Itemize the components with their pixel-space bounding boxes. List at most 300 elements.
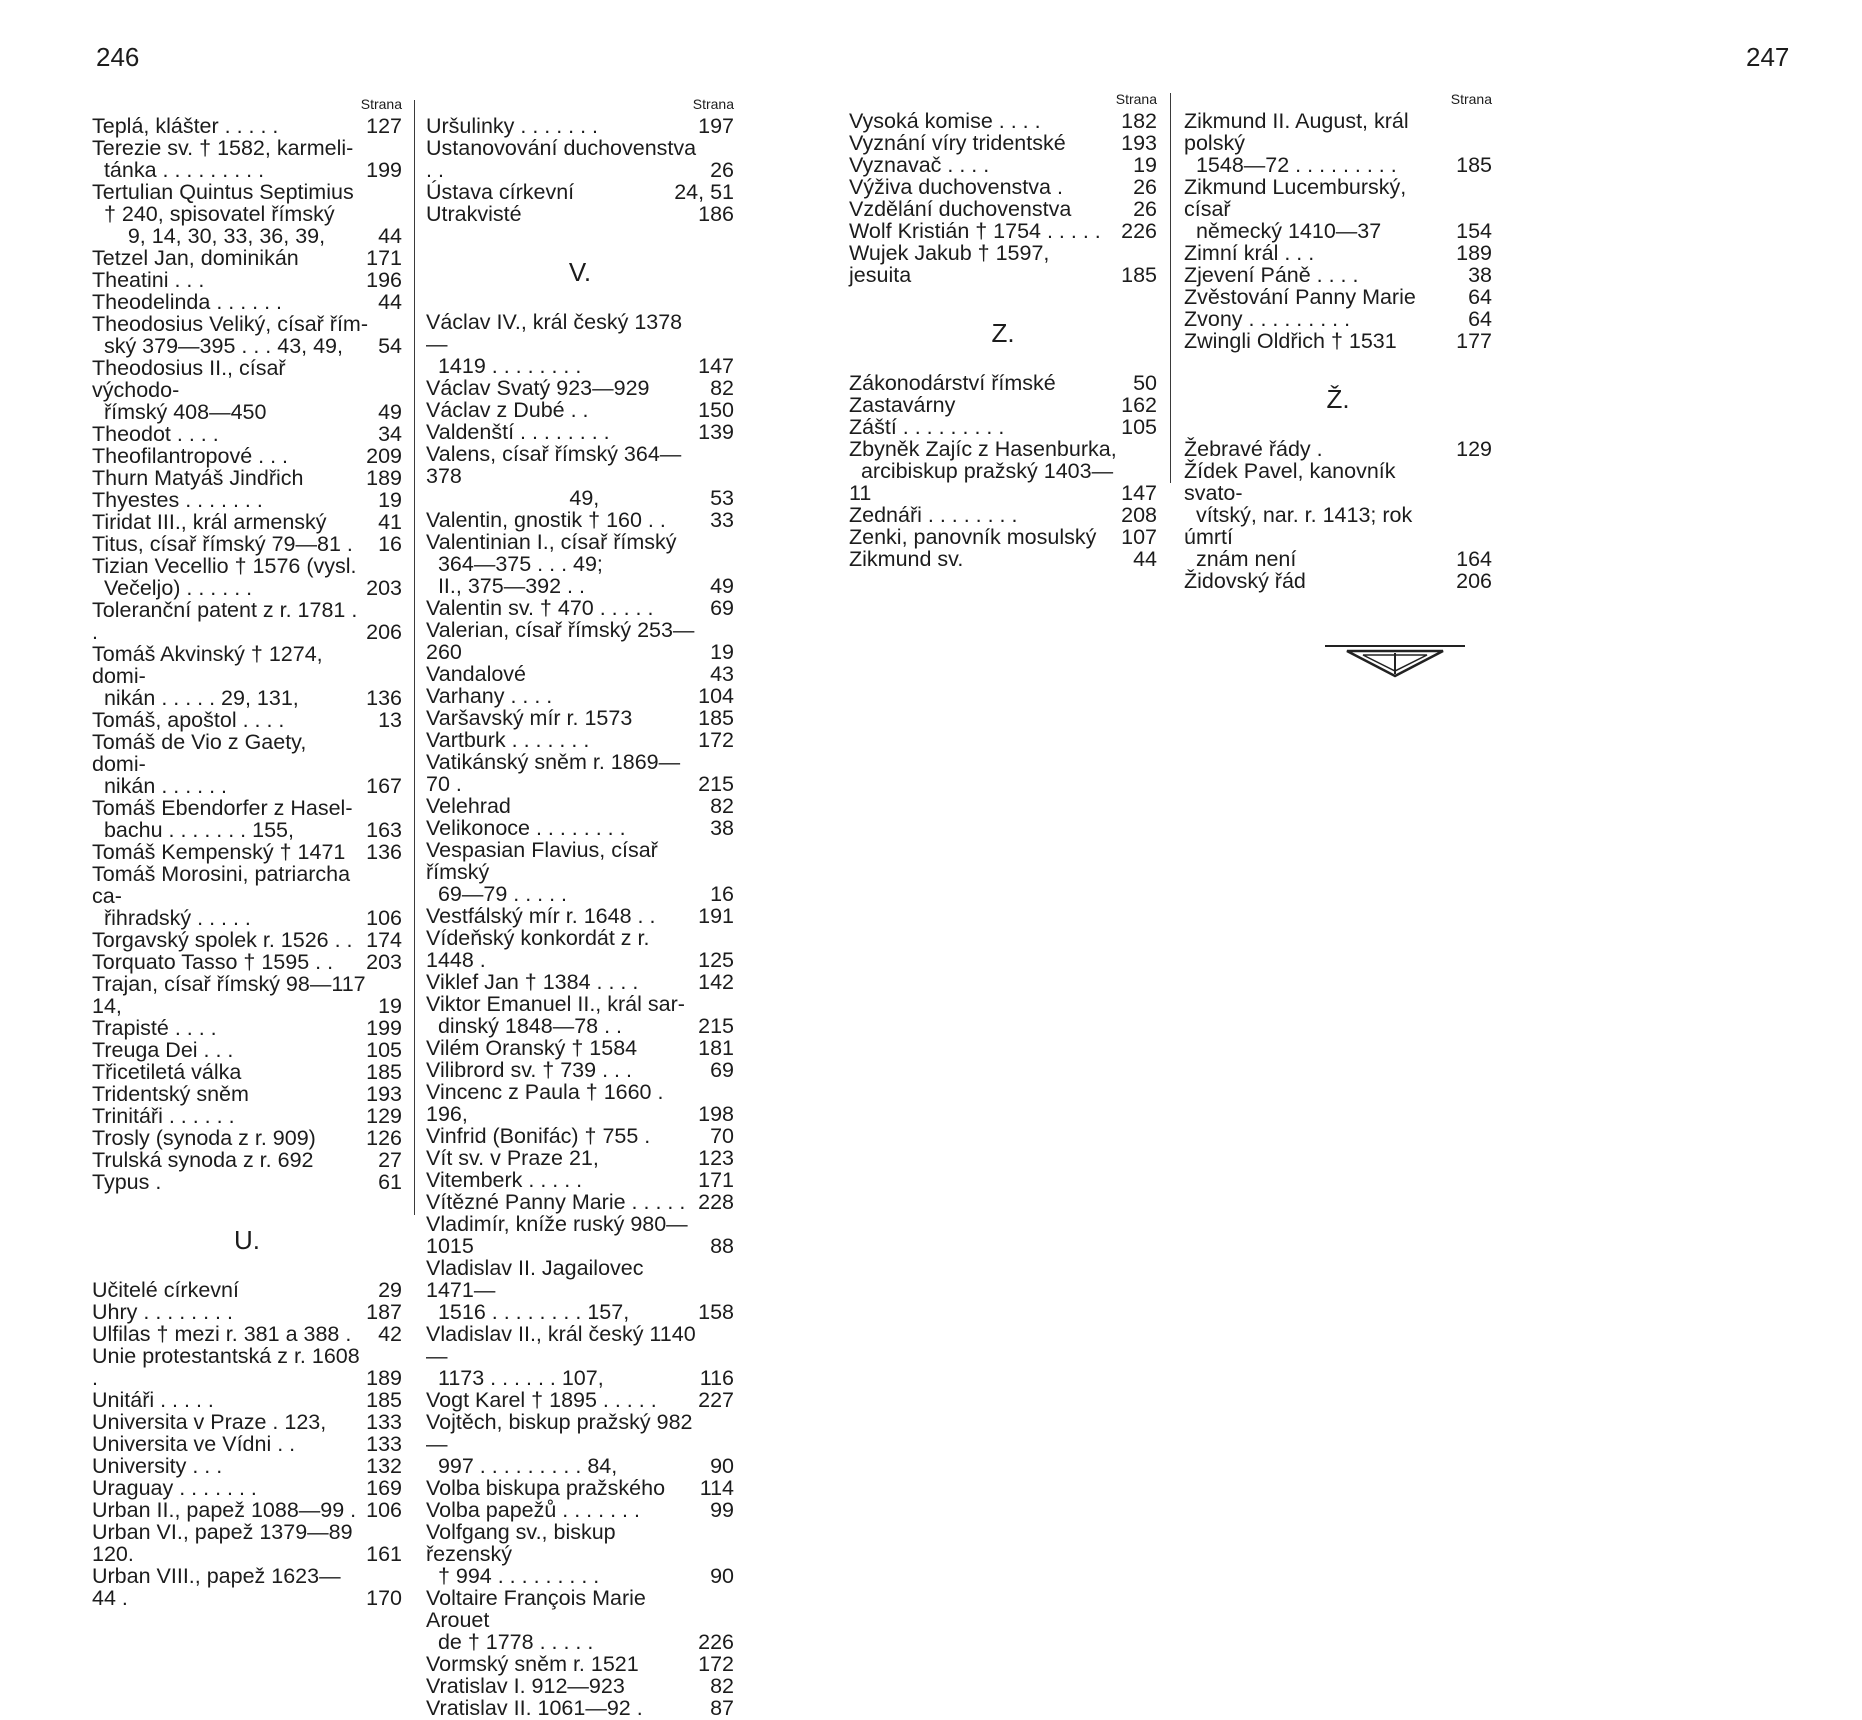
page-ref: 38 (1468, 263, 1492, 287)
index-entry (849, 548, 1157, 570)
index-entry (92, 1521, 402, 1565)
page-ref: 174 (366, 928, 402, 952)
entry-text: Trulská synoda z r. 692 (92, 1148, 314, 1172)
index-entry (426, 795, 734, 817)
index-entry (426, 619, 734, 663)
index-entry (426, 927, 734, 971)
entry-text: Uraguay . . . . . . . (92, 1476, 257, 1500)
index-entry (92, 423, 402, 445)
page-ref: 26 (1133, 175, 1157, 199)
page-ref: 150 (698, 398, 734, 422)
page-ref: 185 (698, 706, 734, 730)
index-entry (92, 1127, 402, 1149)
page-ref: 129 (366, 1104, 402, 1128)
index-entry (426, 203, 734, 225)
page-ref: 215 (698, 772, 734, 796)
index-entry (426, 531, 734, 597)
page-ref: 171 (366, 246, 402, 270)
index-entry (426, 663, 734, 685)
page-ref: 226 (1121, 219, 1157, 243)
page-ref: 24, 51 (674, 180, 734, 204)
index-entry (92, 1345, 402, 1389)
index-entry (92, 973, 402, 1017)
entry-text: Vladimír, kníže ruský 980—1015 (426, 1212, 688, 1258)
entry-text: Třicetiletá válka (92, 1060, 242, 1084)
index-entry (92, 137, 402, 181)
page-ref: 154 (1456, 219, 1492, 243)
index-entry (92, 643, 402, 709)
page-ref: 189 (366, 1366, 402, 1390)
page-ref: 42 (378, 1322, 402, 1346)
entry-text: Theodelinda . . . . . . (92, 290, 283, 314)
page-ref: 53 (710, 486, 734, 510)
page-ref: 16 (378, 532, 402, 556)
index-entry (426, 1147, 734, 1169)
page-ref: 206 (366, 620, 402, 644)
page-ref: 69 (710, 596, 734, 620)
entry-text: Valdenští . . . . . . . . (426, 420, 610, 444)
entry-text: Trosly (synoda z r. 909) (92, 1126, 316, 1150)
index-column-v (426, 96, 734, 1719)
entry-text: Wolf Kristián † 1754 . . . . . (849, 219, 1101, 243)
page-ref: 185 (1121, 263, 1157, 287)
page-ref: 106 (366, 906, 402, 930)
page-ref: 226 (698, 1630, 734, 1654)
index-entry (426, 1389, 734, 1411)
index-entry (92, 1061, 402, 1083)
entry-text: Valerian, císař římský 253—260 (426, 618, 695, 664)
entry-text: Theodosius Veliký, císař řím- ský 379—395 . . . 43, 49, (92, 312, 369, 358)
entry-text: Urban VIII., papež 1623—44 . (92, 1564, 341, 1610)
index-entry (426, 115, 734, 137)
index-entry (92, 841, 402, 863)
page-ref: 186 (698, 202, 734, 226)
page-column-header: Strana (1115, 91, 1157, 107)
entry-text: Vinfrid (Bonifác) † 755 . (426, 1124, 651, 1148)
entry-text: Václav z Dubé . . (426, 398, 589, 422)
index-entry (426, 1653, 734, 1675)
page-column-header: Strana (360, 96, 402, 112)
page-ref: 82 (710, 1674, 734, 1698)
page-ref: 189 (366, 466, 402, 490)
page-ref: 49 (378, 400, 402, 424)
page-ref: 136 (366, 840, 402, 864)
entry-text: University . . . (92, 1454, 223, 1478)
index-entry (92, 863, 402, 929)
index-entry (426, 421, 734, 443)
entry-text: Ulfilas † mezi r. 381 a 388 . (92, 1322, 352, 1346)
index-entry (849, 110, 1157, 132)
index-entry (426, 685, 734, 707)
page-ref: 125 (698, 948, 734, 972)
index-entry (426, 377, 734, 399)
index-entry (426, 1257, 734, 1323)
page-ref: 27 (378, 1148, 402, 1172)
index-entry (426, 597, 734, 619)
index-entry (92, 181, 402, 247)
page-ref: 199 (366, 158, 402, 182)
index-entry (849, 220, 1157, 242)
page-ref: 228 (698, 1190, 734, 1214)
entry-text: Vladislav II., král český 1140— 1173 . . . . . . 107, (426, 1322, 696, 1390)
page-ref: 64 (1468, 307, 1492, 331)
index-entry (92, 1411, 402, 1433)
page-ref: 49 (710, 574, 734, 598)
index-entry (426, 399, 734, 421)
index-column-z-zh (1184, 91, 1492, 592)
entry-text: Vladislav II. Jagailovec 1471— 1516 . . . . . . . . 157, (426, 1256, 644, 1324)
index-entry (426, 905, 734, 927)
entry-text: Tomáš Ebendorfer z Hasel- bachu . . . . . . . 155, (92, 796, 353, 842)
index-entry (1184, 286, 1492, 308)
page-ref: 197 (698, 114, 734, 138)
page-ref: 208 (1121, 503, 1157, 527)
page-ref: 106 (366, 1498, 402, 1522)
index-entry (92, 797, 402, 841)
page-ref: 129 (1456, 437, 1492, 461)
index-column-t-u (92, 96, 402, 1609)
index-entry (92, 1499, 402, 1521)
index-entry (849, 132, 1157, 154)
page-ref: 177 (1456, 329, 1492, 353)
page-ref: 189 (1456, 241, 1492, 265)
page-column-header: Strana (692, 96, 734, 112)
index-entry (426, 137, 734, 181)
entry-text: Unie protestantská z r. 1608 . (92, 1344, 366, 1390)
index-entry (92, 247, 402, 269)
index-entry (426, 1587, 734, 1653)
page-ref: 105 (366, 1038, 402, 1062)
index-entry (426, 993, 734, 1037)
entry-text: Volba papežů . . . . . . . (426, 1498, 640, 1522)
index-entry (92, 115, 402, 137)
index-entry (849, 504, 1157, 526)
index-entry (426, 1191, 734, 1213)
page-ref: 50 (1133, 371, 1157, 395)
page-ref: 203 (366, 576, 402, 600)
page-ref: 193 (1121, 131, 1157, 155)
page-ref: 34 (378, 422, 402, 446)
page-ref: 90 (710, 1564, 734, 1588)
page-ref: 133 (366, 1432, 402, 1456)
page-ref: 162 (1121, 393, 1157, 417)
entry-text: Václav IV., král český 1378— 1419 . . . . . . . . (426, 310, 683, 378)
entry-text: Zwingli Oldřich † 1531 (1184, 329, 1397, 353)
page-ref: 38 (710, 816, 734, 840)
index-entry (92, 1389, 402, 1411)
index-entry (1184, 110, 1492, 176)
entry-text: Výživa duchovenstva . (849, 175, 1063, 199)
page-ref: 191 (698, 904, 734, 928)
entry-text: Typus . (92, 1170, 162, 1194)
index-entry (1184, 438, 1492, 460)
index-entry (92, 951, 402, 973)
index-entry (426, 707, 734, 729)
index-entry (92, 1455, 402, 1477)
entry-text: Trapisté . . . . (92, 1016, 217, 1040)
entry-text: Zikmund II. August, král polský 1548—72 . . . . . . . . . (1184, 109, 1409, 177)
entry-text: Vogt Karel † 1895 . . . . . (426, 1388, 657, 1412)
entry-text: Ustanovování duchovenstva . . (426, 136, 703, 182)
index-entry (849, 526, 1157, 548)
page-ref: 139 (698, 420, 734, 444)
entry-text: Velikonoce . . . . . . . . (426, 816, 626, 840)
entry-text: Thurn Matyáš Jindřich (92, 466, 304, 490)
page-ref: 147 (1121, 481, 1157, 505)
index-entry (426, 1125, 734, 1147)
entry-text: Volfgang sv., biskup řezenský † 994 . . . . . . . . . (426, 1520, 616, 1588)
entry-text: Tertulian Quintus Septimius † 240, spisovatel římský 9, 14, 30, 33, 36, 39, (92, 180, 354, 248)
page-ref: 88 (710, 1234, 734, 1258)
page-ref: 64 (1468, 285, 1492, 309)
page-ref: 163 (366, 818, 402, 842)
entry-text: Theodot . . . . (92, 422, 219, 446)
index-entry (92, 357, 402, 423)
index-entry (92, 1083, 402, 1105)
index-entry (849, 154, 1157, 176)
entry-text: Zastavárny (849, 393, 956, 417)
index-entry (1184, 176, 1492, 242)
entry-text: Urban VI., papež 1379—89 120. (92, 1520, 359, 1566)
entry-text: Židovský řád (1184, 569, 1306, 593)
page-ref: 181 (698, 1036, 734, 1060)
page-ref: 182 (1121, 109, 1157, 133)
entry-text: Vormský sněm r. 1521 (426, 1652, 639, 1676)
page-ref: 142 (698, 970, 734, 994)
page-ref: 147 (698, 354, 734, 378)
entry-text: Tomáš, apoštol . . . . (92, 708, 285, 732)
index-entry (1184, 264, 1492, 286)
entry-text: Vespasian Flavius, císař římský 69—79 . . . . . (426, 838, 658, 906)
page-ref: 227 (698, 1388, 734, 1412)
page-ref: 193 (366, 1082, 402, 1106)
index-entry (426, 751, 734, 795)
index-entry (92, 1149, 402, 1171)
entry-text: Tomáš de Vio z Gaety, domi- nikán . . . . . . (92, 730, 307, 798)
page-ref: 16 (710, 882, 734, 906)
index-entry (426, 509, 734, 531)
entry-text: Zikmund sv. (849, 547, 964, 571)
end-ornament (1325, 644, 1465, 680)
index-entry (92, 731, 402, 797)
index-entry (426, 443, 734, 509)
entry-text: Tizian Vecellio † 1576 (vysl. Večeljo) . . . . . . (92, 554, 357, 600)
page-ref: 215 (698, 1014, 734, 1038)
entry-text: Teplá, klášter . . . . . (92, 114, 279, 138)
page-ref: 169 (366, 1476, 402, 1500)
entry-text: Utrakvisté (426, 202, 522, 226)
page-number-right: 247 (1746, 42, 1790, 72)
index-entry (92, 445, 402, 467)
entry-text: Velehrad (426, 794, 511, 818)
page-ref: 199 (366, 1016, 402, 1040)
entry-text: Vincenc z Paula † 1660 . 196, (426, 1080, 670, 1126)
index-entry (426, 1477, 734, 1499)
entry-text: Zimní král . . . (1184, 241, 1315, 265)
section-letter: V. (568, 257, 592, 287)
entry-text: Titus, císař římský 79—81 . (92, 532, 353, 556)
entry-text: Učitelé církevní (92, 1278, 239, 1302)
entry-text: Valens, císař římský 364—378 49, (426, 442, 682, 510)
index-entry (92, 291, 402, 313)
page-ref: 54 (378, 334, 402, 358)
page-ref: 44 (1133, 547, 1157, 571)
entry-text: Žídek Pavel, kanovník svato- vítský, nar. r. 1413; rok úmrtí znám není (1184, 459, 1413, 571)
index-entry (426, 1697, 734, 1719)
index-entry (92, 489, 402, 511)
index-entry (92, 467, 402, 489)
index-entry (849, 394, 1157, 416)
page-ref: 158 (698, 1300, 734, 1324)
entry-text: Toleranční patent z r. 1781 . . (92, 598, 364, 644)
page-ref: 43 (710, 662, 734, 686)
index-entry (92, 1477, 402, 1499)
page-ref: 185 (366, 1060, 402, 1084)
entry-text: Theodosius II., císař východo- římský 408—450 (92, 356, 286, 424)
page-ref: 132 (366, 1454, 402, 1478)
entry-text: Universita ve Vídni . . (92, 1432, 296, 1456)
index-column-v-z (849, 91, 1157, 570)
index-entry (426, 729, 734, 751)
page-ref: 107 (1121, 525, 1157, 549)
entry-text: Trajan, císař římský 98—117 14, (92, 972, 372, 1018)
entry-text: Theatini . . . (92, 268, 205, 292)
index-entry (426, 1499, 734, 1521)
entry-text: Zikmund Lucemburský, císař německý 1410—37 (1184, 175, 1407, 243)
index-entry (849, 416, 1157, 438)
entry-text: Vojtěch, biskup pražský 982— 997 . . . . . . . . . 84, (426, 1410, 693, 1478)
page-ref: 82 (710, 376, 734, 400)
index-entry (92, 1039, 402, 1061)
page-ref: 170 (366, 1586, 402, 1610)
index-entry (426, 1037, 734, 1059)
index-entry (92, 269, 402, 291)
entry-text: Zákonodárství římské (849, 371, 1056, 395)
page-ref: 33 (710, 508, 734, 532)
index-entry (849, 198, 1157, 220)
entry-text: Torquato Tasso † 1595 . . (92, 950, 334, 974)
page-ref: 172 (698, 1652, 734, 1676)
column-divider (1170, 93, 1171, 483)
entry-text: Vartburk . . . . . . . (426, 728, 590, 752)
page-ref: 114 (699, 1476, 734, 1500)
entry-text: Vyznání víry tridentské (849, 131, 1066, 155)
entry-text: Vratislav I. 912—923 (426, 1674, 625, 1698)
index-entry (92, 1017, 402, 1039)
index-entry (849, 176, 1157, 198)
page-ref: 185 (366, 1388, 402, 1412)
index-entry (426, 1059, 734, 1081)
entry-text: Zbyněk Zajíc z Hasenburka, arcibiskup pražský 1403—11 (849, 437, 1117, 505)
entry-text: Vilém Oranský † 1584 (426, 1036, 638, 1060)
index-entry (92, 555, 402, 599)
page-ref: 196 (366, 268, 402, 292)
entry-text: Zenki, panovník mosulský (849, 525, 1097, 549)
entry-text: Tomáš Akvinský † 1274, domi- nikán . . . . . 29, 131, (92, 642, 323, 710)
entry-text: Žebravé řády . (1184, 437, 1323, 461)
page-ref: 133 (366, 1410, 402, 1434)
section-letter: Z. (991, 318, 1015, 348)
index-entry (426, 971, 734, 993)
index-entry (426, 1521, 734, 1587)
entry-text: Viktor Emanuel II., král sar- dinský 1848—78 . . (426, 992, 685, 1038)
page-ref: 82 (710, 794, 734, 818)
entry-text: Záští . . . . . . . . . (849, 415, 1005, 439)
index-entry (426, 1213, 734, 1257)
entry-text: Tomáš Kempenský † 1471 (92, 840, 346, 864)
index-entry (426, 817, 734, 839)
page-ref: 187 (366, 1300, 402, 1324)
entry-text: Vyznavač . . . . (849, 153, 990, 177)
page-ref: 164 (1456, 547, 1492, 571)
entry-text: Zjevení Páně . . . . (1184, 263, 1359, 287)
index-entry (92, 599, 402, 643)
page-ref: 87 (710, 1696, 734, 1720)
entry-text: Vysoká komise . . . . (849, 109, 1041, 133)
page-ref: 13 (378, 708, 402, 732)
index-entry (426, 1081, 734, 1125)
page-ref: 99 (710, 1498, 734, 1522)
entry-text: Zednáři . . . . . . . . (849, 503, 1018, 527)
page-column-header: Strana (1450, 91, 1492, 107)
entry-text: Tomáš Morosini, patriarcha ca- řihradský . . . . . (92, 862, 351, 930)
entry-text: Viklef Jan † 1384 . . . . (426, 970, 639, 994)
index-entry (426, 1169, 734, 1191)
page-ref: 44 (378, 290, 402, 314)
page-ref: 69 (710, 1058, 734, 1082)
index-entry (1184, 460, 1492, 570)
page-ref: 203 (366, 950, 402, 974)
entry-text: Vitemberk . . . . . (426, 1168, 583, 1192)
entry-text: Torgavský spolek r. 1526 . . (92, 928, 353, 952)
entry-text: Uršulinky . . . . . . . (426, 114, 599, 138)
page-ref: 172 (698, 728, 734, 752)
entry-text: Uhry . . . . . . . . (92, 1300, 233, 1324)
entry-text: Vítězné Panny Marie . . . . . (426, 1190, 686, 1214)
index-entry (92, 511, 402, 533)
page-ref: 116 (699, 1366, 734, 1390)
column-divider (414, 100, 415, 1215)
section-letter: Ž. (1326, 384, 1350, 414)
entry-text: Valentinian I., císař římský 364—375 . . . 49; II., 375—392 . . (426, 530, 677, 598)
page-ref: 70 (710, 1124, 734, 1148)
entry-text: Zvěstování Panny Marie (1184, 285, 1416, 309)
page-ref: 123 (698, 1146, 734, 1170)
entry-text: Vatikánský sněm r. 1869—70 . (426, 750, 681, 796)
index-entry (92, 1171, 402, 1193)
index-entry (92, 1301, 402, 1323)
page-number-left: 246 (96, 42, 140, 72)
entry-text: Tetzel Jan, dominikán (92, 246, 299, 270)
entry-text: Vratislav II. 1061—92 . (426, 1696, 643, 1720)
entry-text: Vít sv. v Praze 21, (426, 1146, 599, 1170)
index-entry (426, 1323, 734, 1389)
index-entry (426, 1675, 734, 1697)
page-ref: 61 (378, 1170, 402, 1194)
index-entry (92, 1279, 402, 1301)
entry-text: Trinitáři . . . . . . (92, 1104, 235, 1128)
page-ref: 26 (710, 158, 734, 182)
page-ref: 161 (366, 1542, 402, 1566)
entry-text: Tiridat III., král armenský (92, 510, 327, 534)
index-entry (849, 372, 1157, 394)
page-ref: 19 (1133, 153, 1157, 177)
page-ref: 19 (378, 994, 402, 1018)
index-entry (1184, 330, 1492, 352)
page-ref: 41 (378, 510, 402, 534)
entry-text: Varhany . . . . (426, 684, 553, 708)
entry-text: Universita v Praze . 123, (92, 1410, 327, 1434)
